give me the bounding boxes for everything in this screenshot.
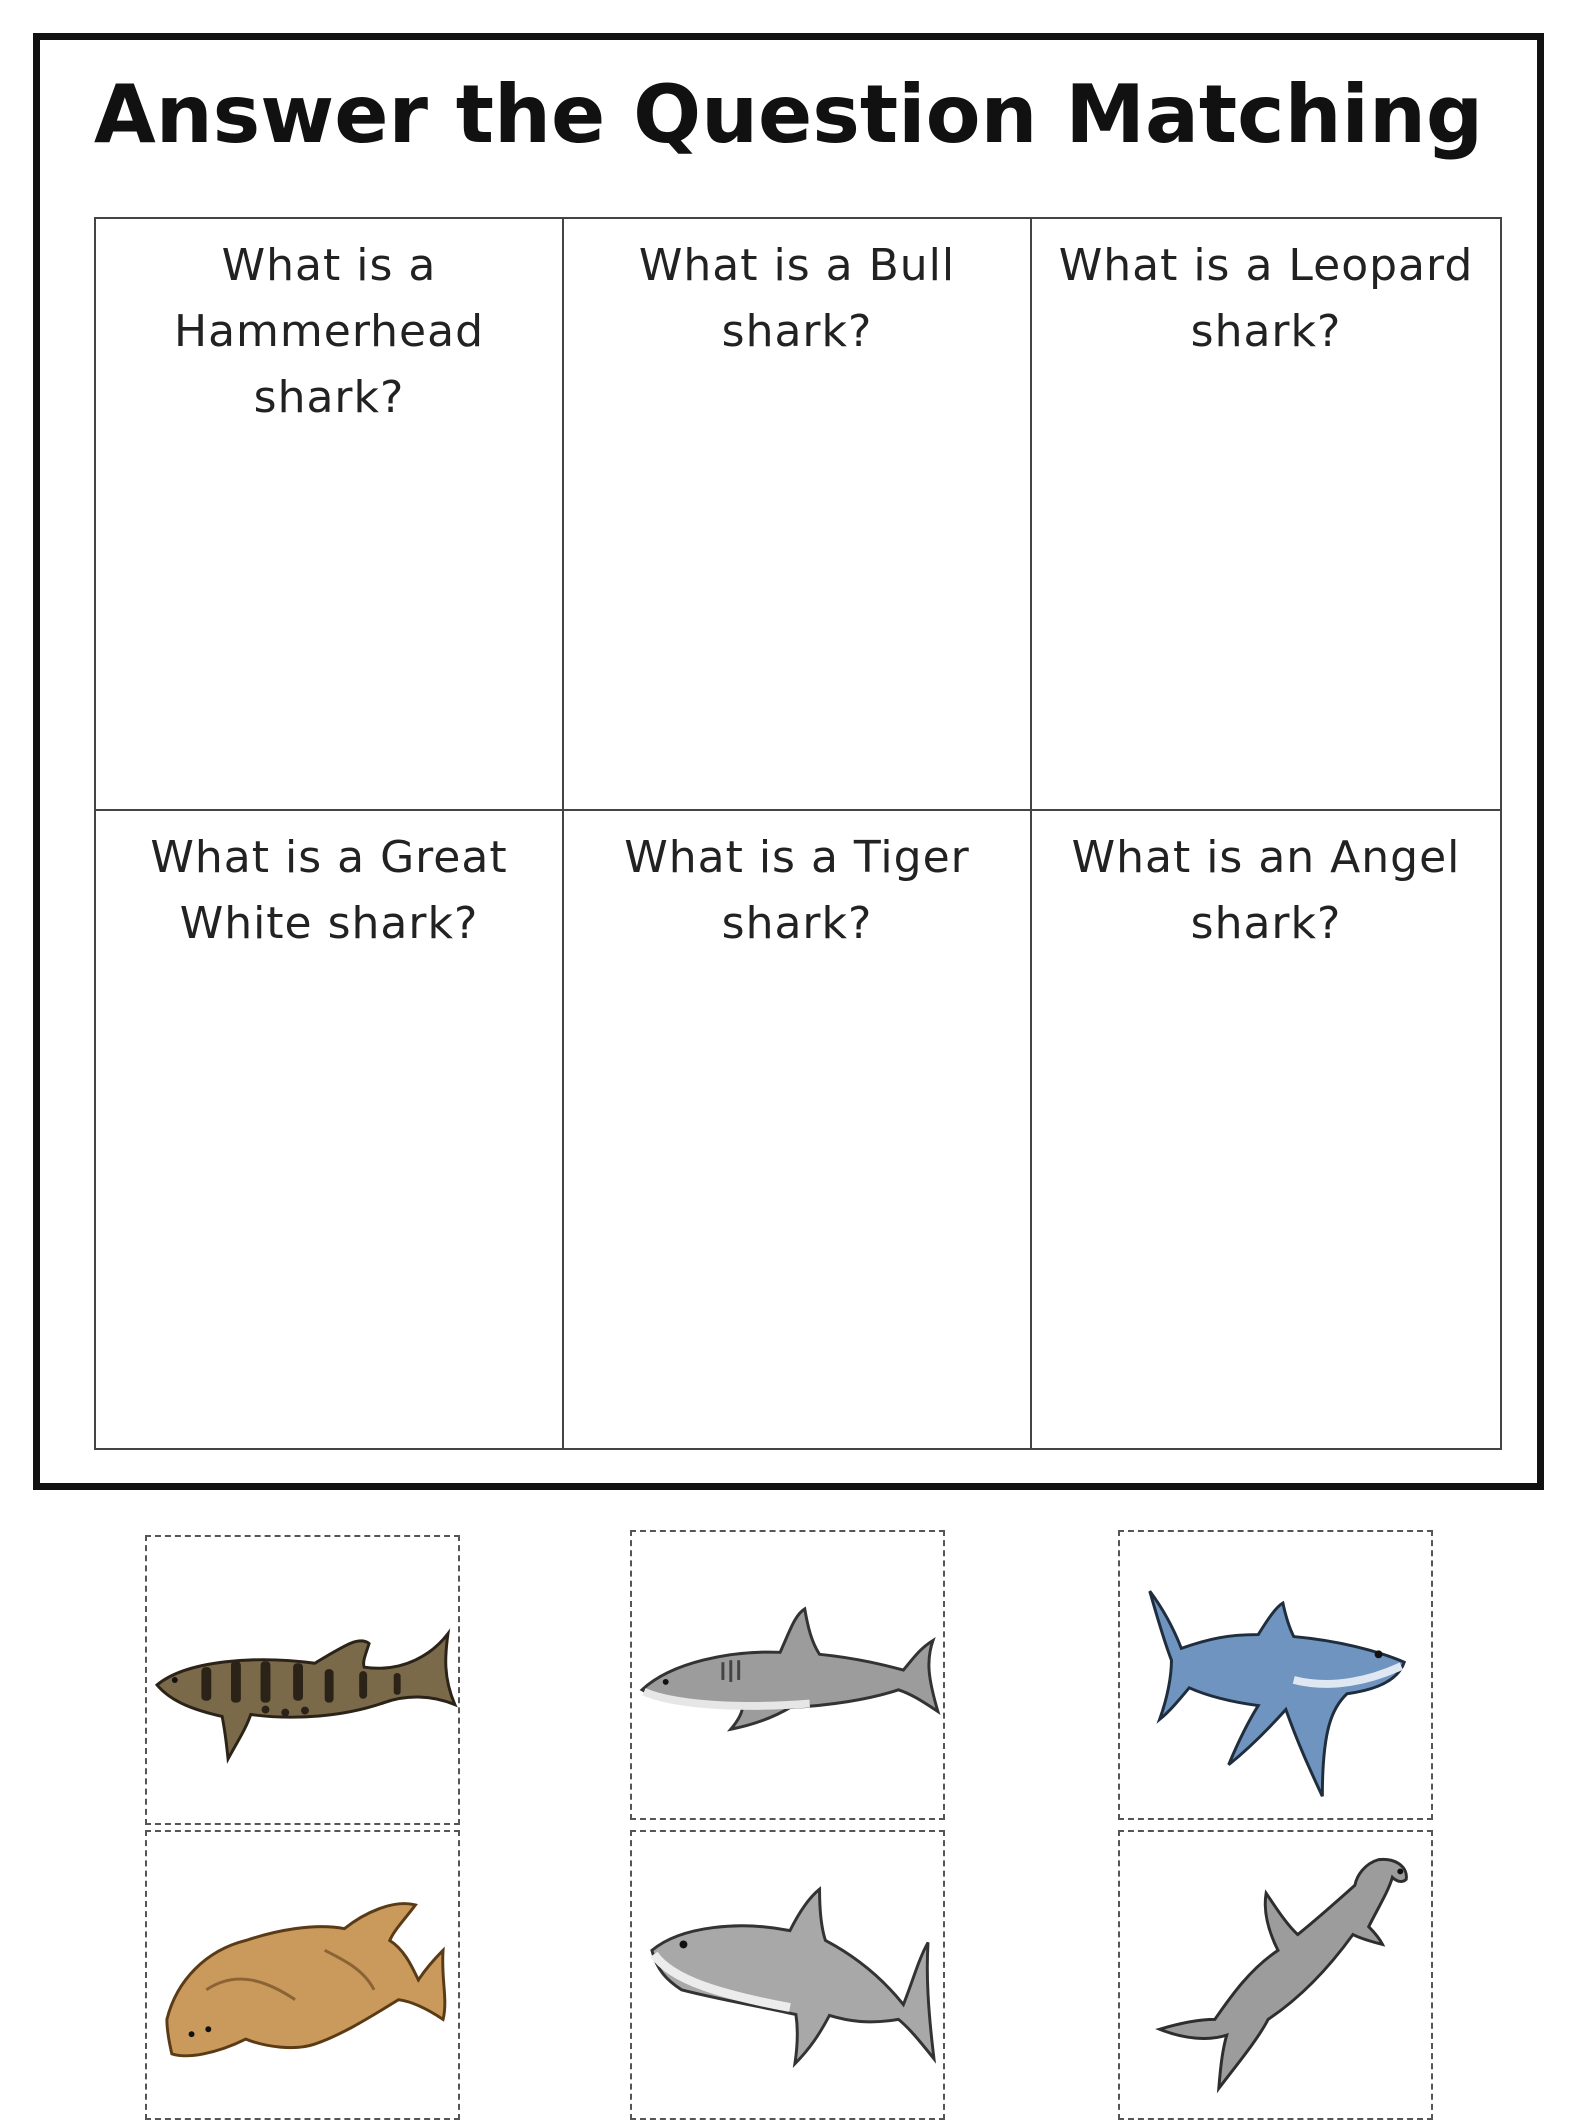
answer-box-bull[interactable]: [564, 219, 1032, 811]
worksheet: [33, 33, 1544, 1490]
cutout-card-bull[interactable]: [1118, 1530, 1433, 1820]
question-text: What is a Great White shark?: [150, 832, 508, 949]
cutout-card-tiger[interactable]: [630, 1530, 945, 1820]
answer-box-tiger[interactable]: [564, 811, 1032, 1448]
answer-box-great-white[interactable]: [96, 811, 564, 1448]
question-text: What is a Bull shark?: [638, 240, 956, 357]
question-text: What is a Tiger shark?: [624, 832, 970, 949]
hammerhead-shark-icon: [1120, 1832, 1431, 2118]
cutout-card-great-white[interactable]: [630, 1830, 945, 2120]
cutout-card-hammerhead[interactable]: [1118, 1830, 1433, 2120]
bull-shark-icon: [1120, 1532, 1431, 1818]
question-text: What is a Leopard shark?: [1058, 240, 1474, 357]
angel-shark-icon: [147, 1832, 458, 2118]
cutout-card-angel[interactable]: [145, 1830, 460, 2120]
answer-box-angel[interactable]: [1032, 811, 1500, 1448]
question-text: What is a Hammerhead shark?: [173, 240, 484, 423]
cutout-card-leopard[interactable]: [145, 1535, 460, 1825]
great-white-shark-icon: [632, 1832, 943, 2118]
tiger-shark-icon: [632, 1532, 943, 1818]
leopard-shark-icon: [147, 1537, 458, 1823]
answer-box-leopard[interactable]: [1032, 219, 1500, 811]
answer-box-hammerhead[interactable]: [96, 219, 564, 811]
answer-grid: [94, 217, 1502, 1450]
question-text: What is an Angel shark?: [1071, 832, 1461, 949]
page-title: Answer the Question Matching: [93, 68, 1484, 161]
